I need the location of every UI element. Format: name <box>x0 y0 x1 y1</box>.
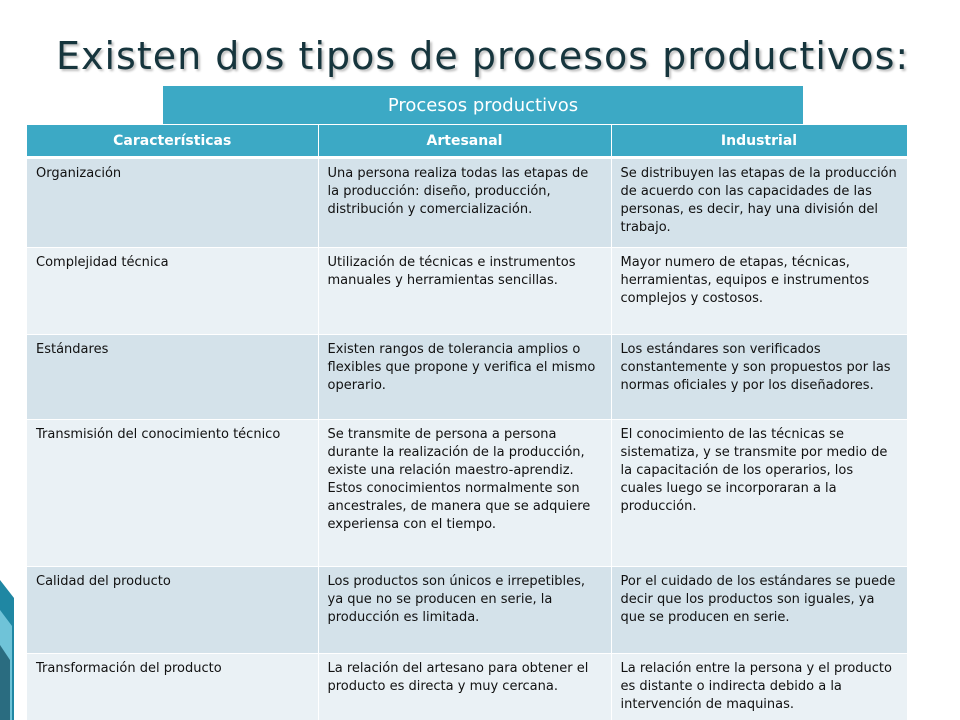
cell-artesanal: Una persona realiza todas las etapas de la producción: diseño, producción, distribución y comercialización. <box>318 158 611 248</box>
table-row <box>27 654 907 720</box>
table-header-row <box>27 125 907 158</box>
table-row <box>27 335 907 420</box>
cell-caracteristica: Complejidad técnica <box>27 248 318 335</box>
cell-artesanal: Los productos son únicos e irrepetibles, ya que no se producen en serie, la producción es limitada. <box>318 567 611 654</box>
cell-caracteristica: Organización <box>27 158 318 248</box>
cell-caracteristica: Transmisión del conocimiento técnico <box>27 420 318 567</box>
cell-industrial: Los estándares son verificados constantemente y son propuestos por las normas oficiales y por los diseñadores. <box>611 335 907 420</box>
comparison-table-container <box>27 125 907 720</box>
slide-title: Existen dos tipos de procesos productivos: <box>56 34 910 78</box>
cell-artesanal: Se transmite de persona a persona durante la realización de la producción, existe una relación maestro-aprendiz. Estos conocimientos normalmente son ancestrales, de manera que se adquiere experiensa con el tiempo. <box>318 420 611 567</box>
header-artesanal: Artesanal <box>318 125 611 158</box>
cell-industrial: El conocimiento de las técnicas se sistematiza, y se transmite por medio de la capacitación de los operarios, los cuales luego se incorporaran a la producción. <box>611 420 907 567</box>
cell-caracteristica: Estándares <box>27 335 318 420</box>
comparison-table <box>27 125 907 720</box>
cell-artesanal: Existen rangos de tolerancia amplios o flexibles que propone y verifica el mismo operario. <box>318 335 611 420</box>
header-industrial: Industrial <box>611 125 907 158</box>
cell-industrial: Por el cuidado de los estándares se puede decir que los productos son iguales, ya que se producen en serie. <box>611 567 907 654</box>
cell-industrial: La relación entre la persona y el producto es distante o indirecta debido a la intervención de maquinas. <box>611 654 907 720</box>
table-row <box>27 420 907 567</box>
cell-industrial: Mayor numero de etapas, técnicas, herramientas, equipos e instrumentos complejos y costosos. <box>611 248 907 335</box>
cell-artesanal: La relación del artesano para obtener el producto es directa y muy cercana. <box>318 654 611 720</box>
cell-artesanal: Utilización de técnicas e instrumentos manuales y herramientas sencillas. <box>318 248 611 335</box>
cell-caracteristica: Transformación del producto <box>27 654 318 720</box>
table-banner: Procesos productivos <box>163 86 803 126</box>
cell-industrial: Se distribuyen las etapas de la producción de acuerdo con las capacidades de las personas, es decir, hay una división del trabajo. <box>611 158 907 248</box>
header-caracteristicas: Características <box>27 125 318 158</box>
table-row <box>27 567 907 654</box>
table-row <box>27 158 907 248</box>
cell-caracteristica: Calidad del producto <box>27 567 318 654</box>
table-row <box>27 248 907 335</box>
